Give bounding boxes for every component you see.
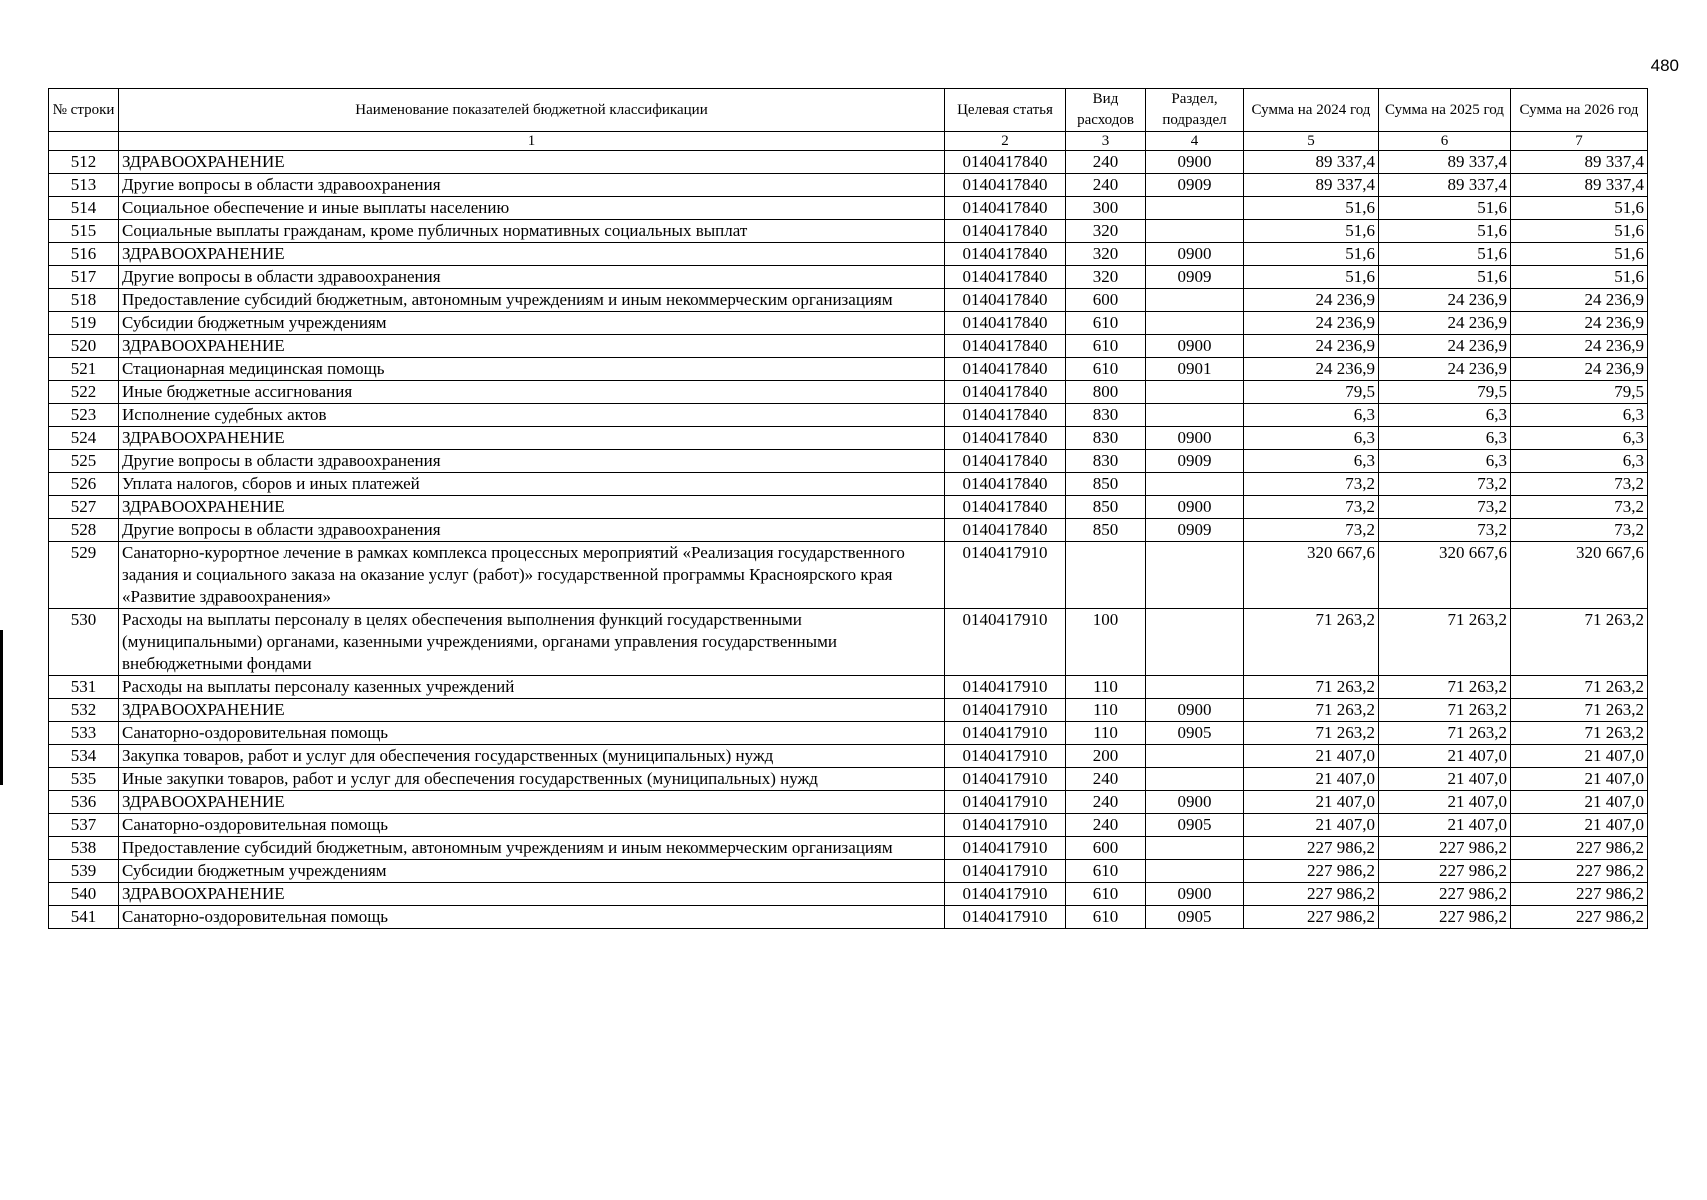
row-name: Санаторно-курортное лечение в рамках комплекса процессных мероприятий «Реализация государственного задания и социального заказа на оказание услуг (работ)» государственной программы Красноярского края «Развитие здравоохранения» xyxy=(119,542,945,609)
row-target-article: 0140417840 xyxy=(945,151,1066,174)
row-expense-kind: 320 xyxy=(1066,220,1146,243)
header-kind: Вид расходов xyxy=(1066,89,1146,132)
table-row xyxy=(49,745,1648,768)
row-number: 537 xyxy=(49,814,119,837)
row-name: ЗДРАВООХРАНЕНИЕ xyxy=(119,151,945,174)
row-sum-2026: 6,3 xyxy=(1511,450,1648,473)
row-sum-2026: 79,5 xyxy=(1511,381,1648,404)
column-number: 7 xyxy=(1511,132,1648,151)
row-section xyxy=(1146,289,1244,312)
row-sum-2024: 89 337,4 xyxy=(1244,151,1379,174)
row-sum-2024: 71 263,2 xyxy=(1244,609,1379,676)
row-sum-2024: 51,6 xyxy=(1244,266,1379,289)
row-name: Социальные выплаты гражданам, кроме публичных нормативных социальных выплат xyxy=(119,220,945,243)
table-row xyxy=(49,473,1648,496)
row-name: ЗДРАВООХРАНЕНИЕ xyxy=(119,427,945,450)
row-number: 540 xyxy=(49,883,119,906)
row-sum-2025: 6,3 xyxy=(1379,404,1511,427)
row-expense-kind: 610 xyxy=(1066,906,1146,929)
row-name: ЗДРАВООХРАНЕНИЕ xyxy=(119,699,945,722)
table-row xyxy=(49,197,1648,220)
row-number: 514 xyxy=(49,197,119,220)
row-section: 0900 xyxy=(1146,335,1244,358)
row-expense-kind: 830 xyxy=(1066,427,1146,450)
table-row xyxy=(49,542,1648,609)
row-target-article: 0140417840 xyxy=(945,427,1066,450)
row-sum-2025: 21 407,0 xyxy=(1379,745,1511,768)
row-sum-2024: 71 263,2 xyxy=(1244,722,1379,745)
table-row xyxy=(49,814,1648,837)
row-number: 512 xyxy=(49,151,119,174)
row-sum-2025: 71 263,2 xyxy=(1379,676,1511,699)
row-number: 535 xyxy=(49,768,119,791)
margin-line xyxy=(0,630,3,785)
row-name: Другие вопросы в области здравоохранения xyxy=(119,519,945,542)
row-section: 0900 xyxy=(1146,427,1244,450)
row-sum-2025: 320 667,6 xyxy=(1379,542,1511,609)
row-target-article: 0140417910 xyxy=(945,676,1066,699)
row-sum-2024: 24 236,9 xyxy=(1244,358,1379,381)
row-sum-2025: 24 236,9 xyxy=(1379,312,1511,335)
row-expense-kind: 240 xyxy=(1066,791,1146,814)
row-target-article: 0140417910 xyxy=(945,699,1066,722)
column-number: 4 xyxy=(1146,132,1244,151)
row-expense-kind: 320 xyxy=(1066,266,1146,289)
row-name: Санаторно-оздоровительная помощь xyxy=(119,722,945,745)
table-row xyxy=(49,151,1648,174)
row-section: 0905 xyxy=(1146,906,1244,929)
row-sum-2024: 6,3 xyxy=(1244,427,1379,450)
row-sum-2024: 73,2 xyxy=(1244,473,1379,496)
row-sum-2025: 73,2 xyxy=(1379,473,1511,496)
row-sum-2026: 51,6 xyxy=(1511,197,1648,220)
row-sum-2024: 6,3 xyxy=(1244,404,1379,427)
row-section xyxy=(1146,676,1244,699)
row-name: Другие вопросы в области здравоохранения xyxy=(119,266,945,289)
row-target-article: 0140417910 xyxy=(945,906,1066,929)
row-expense-kind: 110 xyxy=(1066,676,1146,699)
row-expense-kind: 830 xyxy=(1066,450,1146,473)
row-name: ЗДРАВООХРАНЕНИЕ xyxy=(119,791,945,814)
row-sum-2026: 6,3 xyxy=(1511,427,1648,450)
header-sum-2026: Сумма на 2026 год xyxy=(1511,89,1648,132)
row-sum-2025: 89 337,4 xyxy=(1379,151,1511,174)
row-sum-2026: 51,6 xyxy=(1511,266,1648,289)
row-sum-2025: 6,3 xyxy=(1379,427,1511,450)
column-number: 2 xyxy=(945,132,1066,151)
row-sum-2024: 24 236,9 xyxy=(1244,289,1379,312)
row-number: 528 xyxy=(49,519,119,542)
row-expense-kind: 610 xyxy=(1066,860,1146,883)
row-sum-2026: 21 407,0 xyxy=(1511,745,1648,768)
row-target-article: 0140417910 xyxy=(945,745,1066,768)
row-expense-kind: 240 xyxy=(1066,768,1146,791)
row-sum-2026: 24 236,9 xyxy=(1511,358,1648,381)
row-sum-2026: 71 263,2 xyxy=(1511,699,1648,722)
table-row xyxy=(49,609,1648,676)
row-sum-2024: 71 263,2 xyxy=(1244,676,1379,699)
row-name: Расходы на выплаты персоналу в целях обеспечения выполнения функций государственными (муниципальными) органами, казенными учреждениями, органами управления государственными внебюджетными фондами xyxy=(119,609,945,676)
row-sum-2024: 51,6 xyxy=(1244,197,1379,220)
row-sum-2025: 73,2 xyxy=(1379,496,1511,519)
row-sum-2024: 73,2 xyxy=(1244,496,1379,519)
row-target-article: 0140417840 xyxy=(945,312,1066,335)
row-number: 529 xyxy=(49,542,119,609)
row-sum-2026: 51,6 xyxy=(1511,220,1648,243)
budget-table xyxy=(48,88,1648,929)
row-sum-2025: 89 337,4 xyxy=(1379,174,1511,197)
row-sum-2025: 21 407,0 xyxy=(1379,768,1511,791)
row-sum-2026: 73,2 xyxy=(1511,473,1648,496)
row-sum-2025: 227 986,2 xyxy=(1379,860,1511,883)
row-section: 0900 xyxy=(1146,151,1244,174)
row-section: 0900 xyxy=(1146,496,1244,519)
row-sum-2025: 51,6 xyxy=(1379,266,1511,289)
row-sum-2025: 227 986,2 xyxy=(1379,837,1511,860)
row-expense-kind: 600 xyxy=(1066,289,1146,312)
row-sum-2025: 24 236,9 xyxy=(1379,358,1511,381)
row-section xyxy=(1146,404,1244,427)
row-number: 515 xyxy=(49,220,119,243)
row-target-article: 0140417840 xyxy=(945,243,1066,266)
table-row xyxy=(49,768,1648,791)
row-sum-2026: 24 236,9 xyxy=(1511,312,1648,335)
column-number: 6 xyxy=(1379,132,1511,151)
row-sum-2026: 73,2 xyxy=(1511,496,1648,519)
row-number: 524 xyxy=(49,427,119,450)
row-name: Закупка товаров, работ и услуг для обеспечения государственных (муниципальных) нужд xyxy=(119,745,945,768)
row-number: 518 xyxy=(49,289,119,312)
row-target-article: 0140417840 xyxy=(945,335,1066,358)
row-section: 0905 xyxy=(1146,722,1244,745)
row-expense-kind: 100 xyxy=(1066,609,1146,676)
row-expense-kind: 610 xyxy=(1066,312,1146,335)
column-number-row xyxy=(49,132,1648,151)
row-target-article: 0140417840 xyxy=(945,381,1066,404)
row-number: 526 xyxy=(49,473,119,496)
row-number: 516 xyxy=(49,243,119,266)
row-section xyxy=(1146,837,1244,860)
row-target-article: 0140417840 xyxy=(945,358,1066,381)
row-name: ЗДРАВООХРАНЕНИЕ xyxy=(119,243,945,266)
row-sum-2025: 71 263,2 xyxy=(1379,699,1511,722)
table-row xyxy=(49,427,1648,450)
row-expense-kind: 610 xyxy=(1066,358,1146,381)
row-sum-2024: 6,3 xyxy=(1244,450,1379,473)
table-row xyxy=(49,243,1648,266)
row-name: Другие вопросы в области здравоохранения xyxy=(119,174,945,197)
table-row xyxy=(49,174,1648,197)
table-row xyxy=(49,699,1648,722)
header-row-no: № строки xyxy=(49,89,119,132)
header-sum-2025: Сумма на 2025 год xyxy=(1379,89,1511,132)
row-target-article: 0140417840 xyxy=(945,496,1066,519)
row-target-article: 0140417840 xyxy=(945,519,1066,542)
row-sum-2024: 21 407,0 xyxy=(1244,745,1379,768)
row-sum-2024: 21 407,0 xyxy=(1244,791,1379,814)
column-number xyxy=(49,132,119,151)
row-number: 519 xyxy=(49,312,119,335)
table-row xyxy=(49,358,1648,381)
header-name: Наименование показателей бюджетной классификации xyxy=(119,89,945,132)
row-name: Санаторно-оздоровительная помощь xyxy=(119,906,945,929)
row-number: 533 xyxy=(49,722,119,745)
table-row xyxy=(49,883,1648,906)
row-expense-kind xyxy=(1066,542,1146,609)
table-row xyxy=(49,906,1648,929)
row-sum-2024: 79,5 xyxy=(1244,381,1379,404)
row-sum-2026: 227 986,2 xyxy=(1511,883,1648,906)
row-number: 530 xyxy=(49,609,119,676)
row-number: 527 xyxy=(49,496,119,519)
row-sum-2025: 71 263,2 xyxy=(1379,722,1511,745)
row-number: 536 xyxy=(49,791,119,814)
row-target-article: 0140417910 xyxy=(945,791,1066,814)
table-row xyxy=(49,722,1648,745)
row-name: ЗДРАВООХРАНЕНИЕ xyxy=(119,496,945,519)
row-number: 517 xyxy=(49,266,119,289)
table-row xyxy=(49,335,1648,358)
table-row xyxy=(49,837,1648,860)
row-sum-2025: 6,3 xyxy=(1379,450,1511,473)
row-target-article: 0140417840 xyxy=(945,404,1066,427)
row-target-article: 0140417910 xyxy=(945,837,1066,860)
header-row xyxy=(49,89,1648,132)
row-expense-kind: 240 xyxy=(1066,174,1146,197)
row-section xyxy=(1146,860,1244,883)
row-section: 0900 xyxy=(1146,699,1244,722)
row-target-article: 0140417840 xyxy=(945,197,1066,220)
row-sum-2024: 320 667,6 xyxy=(1244,542,1379,609)
table-row xyxy=(49,496,1648,519)
row-expense-kind: 850 xyxy=(1066,473,1146,496)
row-section: 0909 xyxy=(1146,450,1244,473)
column-number: 5 xyxy=(1244,132,1379,151)
row-number: 522 xyxy=(49,381,119,404)
row-sum-2026: 89 337,4 xyxy=(1511,151,1648,174)
row-sum-2024: 71 263,2 xyxy=(1244,699,1379,722)
row-expense-kind: 200 xyxy=(1066,745,1146,768)
table-body xyxy=(49,151,1648,929)
row-section xyxy=(1146,542,1244,609)
row-target-article: 0140417910 xyxy=(945,814,1066,837)
row-sum-2025: 71 263,2 xyxy=(1379,609,1511,676)
row-name: Субсидии бюджетным учреждениям xyxy=(119,860,945,883)
column-number: 3 xyxy=(1066,132,1146,151)
row-sum-2025: 21 407,0 xyxy=(1379,791,1511,814)
row-section xyxy=(1146,473,1244,496)
row-section xyxy=(1146,745,1244,768)
table-row xyxy=(49,312,1648,335)
row-name: Стационарная медицинская помощь xyxy=(119,358,945,381)
row-sum-2025: 24 236,9 xyxy=(1379,289,1511,312)
row-section: 0900 xyxy=(1146,243,1244,266)
header-section: Раздел, подраздел xyxy=(1146,89,1244,132)
row-sum-2026: 21 407,0 xyxy=(1511,814,1648,837)
row-section xyxy=(1146,381,1244,404)
row-sum-2025: 73,2 xyxy=(1379,519,1511,542)
row-number: 532 xyxy=(49,699,119,722)
row-sum-2026: 21 407,0 xyxy=(1511,768,1648,791)
row-name: Иные закупки товаров, работ и услуг для обеспечения государственных (муниципальных) нужд xyxy=(119,768,945,791)
row-number: 523 xyxy=(49,404,119,427)
row-number: 534 xyxy=(49,745,119,768)
row-sum-2024: 21 407,0 xyxy=(1244,768,1379,791)
row-name: ЗДРАВООХРАНЕНИЕ xyxy=(119,883,945,906)
row-number: 538 xyxy=(49,837,119,860)
table-row xyxy=(49,289,1648,312)
row-name: Социальное обеспечение и иные выплаты населению xyxy=(119,197,945,220)
row-expense-kind: 320 xyxy=(1066,243,1146,266)
table-row xyxy=(49,220,1648,243)
row-sum-2026: 320 667,6 xyxy=(1511,542,1648,609)
row-number: 531 xyxy=(49,676,119,699)
row-number: 521 xyxy=(49,358,119,381)
row-number: 525 xyxy=(49,450,119,473)
row-section: 0905 xyxy=(1146,814,1244,837)
row-expense-kind: 800 xyxy=(1066,381,1146,404)
row-name: Предоставление субсидий бюджетным, автономным учреждениям и иным некоммерческим организациям xyxy=(119,289,945,312)
header-target: Целевая статья xyxy=(945,89,1066,132)
row-number: 539 xyxy=(49,860,119,883)
table-row xyxy=(49,450,1648,473)
table-row xyxy=(49,266,1648,289)
row-sum-2024: 21 407,0 xyxy=(1244,814,1379,837)
table-row xyxy=(49,791,1648,814)
row-section: 0909 xyxy=(1146,519,1244,542)
row-sum-2024: 24 236,9 xyxy=(1244,312,1379,335)
row-name: Предоставление субсидий бюджетным, автономным учреждениям и иным некоммерческим организациям xyxy=(119,837,945,860)
row-sum-2025: 79,5 xyxy=(1379,381,1511,404)
row-section: 0909 xyxy=(1146,174,1244,197)
row-expense-kind: 610 xyxy=(1066,335,1146,358)
row-sum-2024: 227 986,2 xyxy=(1244,883,1379,906)
row-number: 541 xyxy=(49,906,119,929)
row-sum-2024: 73,2 xyxy=(1244,519,1379,542)
row-number: 513 xyxy=(49,174,119,197)
row-section xyxy=(1146,609,1244,676)
row-name: Иные бюджетные ассигнования xyxy=(119,381,945,404)
row-number: 520 xyxy=(49,335,119,358)
row-expense-kind: 240 xyxy=(1066,151,1146,174)
row-sum-2026: 71 263,2 xyxy=(1511,676,1648,699)
row-sum-2026: 6,3 xyxy=(1511,404,1648,427)
row-sum-2026: 73,2 xyxy=(1511,519,1648,542)
row-sum-2026: 24 236,9 xyxy=(1511,289,1648,312)
row-sum-2026: 21 407,0 xyxy=(1511,791,1648,814)
row-expense-kind: 830 xyxy=(1066,404,1146,427)
row-sum-2026: 51,6 xyxy=(1511,243,1648,266)
row-target-article: 0140417910 xyxy=(945,883,1066,906)
row-section xyxy=(1146,312,1244,335)
row-section: 0900 xyxy=(1146,791,1244,814)
row-section: 0909 xyxy=(1146,266,1244,289)
row-expense-kind: 850 xyxy=(1066,519,1146,542)
row-target-article: 0140417840 xyxy=(945,174,1066,197)
row-sum-2025: 51,6 xyxy=(1379,197,1511,220)
row-expense-kind: 300 xyxy=(1066,197,1146,220)
row-expense-kind: 610 xyxy=(1066,883,1146,906)
row-name: Расходы на выплаты персоналу казенных учреждений xyxy=(119,676,945,699)
row-name: ЗДРАВООХРАНЕНИЕ xyxy=(119,335,945,358)
row-target-article: 0140417840 xyxy=(945,266,1066,289)
row-sum-2026: 24 236,9 xyxy=(1511,335,1648,358)
row-sum-2026: 71 263,2 xyxy=(1511,722,1648,745)
row-expense-kind: 850 xyxy=(1066,496,1146,519)
row-sum-2024: 227 986,2 xyxy=(1244,837,1379,860)
row-target-article: 0140417840 xyxy=(945,450,1066,473)
table-row xyxy=(49,381,1648,404)
row-sum-2025: 21 407,0 xyxy=(1379,814,1511,837)
row-target-article: 0140417910 xyxy=(945,542,1066,609)
row-sum-2024: 24 236,9 xyxy=(1244,335,1379,358)
row-target-article: 0140417910 xyxy=(945,609,1066,676)
row-sum-2025: 24 236,9 xyxy=(1379,335,1511,358)
row-sum-2024: 227 986,2 xyxy=(1244,906,1379,929)
row-expense-kind: 240 xyxy=(1066,814,1146,837)
row-name: Исполнение судебных актов xyxy=(119,404,945,427)
row-sum-2026: 227 986,2 xyxy=(1511,837,1648,860)
row-name: Субсидии бюджетным учреждениям xyxy=(119,312,945,335)
row-name: Уплата налогов, сборов и иных платежей xyxy=(119,473,945,496)
row-target-article: 0140417910 xyxy=(945,860,1066,883)
row-sum-2026: 227 986,2 xyxy=(1511,906,1648,929)
row-target-article: 0140417910 xyxy=(945,768,1066,791)
row-sum-2025: 227 986,2 xyxy=(1379,883,1511,906)
row-section xyxy=(1146,197,1244,220)
row-sum-2025: 51,6 xyxy=(1379,243,1511,266)
row-section: 0901 xyxy=(1146,358,1244,381)
row-target-article: 0140417840 xyxy=(945,473,1066,496)
row-name: Другие вопросы в области здравоохранения xyxy=(119,450,945,473)
table-row xyxy=(49,676,1648,699)
page-number: 480 xyxy=(1650,56,1679,75)
row-expense-kind: 600 xyxy=(1066,837,1146,860)
header-sum-2024: Сумма на 2024 год xyxy=(1244,89,1379,132)
row-expense-kind: 110 xyxy=(1066,722,1146,745)
row-sum-2025: 51,6 xyxy=(1379,220,1511,243)
row-expense-kind: 110 xyxy=(1066,699,1146,722)
row-sum-2026: 71 263,2 xyxy=(1511,609,1648,676)
table-row xyxy=(49,860,1648,883)
table-row xyxy=(49,404,1648,427)
table-row xyxy=(49,519,1648,542)
row-sum-2024: 89 337,4 xyxy=(1244,174,1379,197)
row-sum-2024: 51,6 xyxy=(1244,220,1379,243)
row-name: Санаторно-оздоровительная помощь xyxy=(119,814,945,837)
row-section xyxy=(1146,768,1244,791)
row-sum-2025: 227 986,2 xyxy=(1379,906,1511,929)
row-section: 0900 xyxy=(1146,883,1244,906)
row-target-article: 0140417840 xyxy=(945,220,1066,243)
row-section xyxy=(1146,220,1244,243)
row-sum-2024: 51,6 xyxy=(1244,243,1379,266)
row-sum-2026: 227 986,2 xyxy=(1511,860,1648,883)
row-target-article: 0140417840 xyxy=(945,289,1066,312)
column-number: 1 xyxy=(119,132,945,151)
row-target-article: 0140417910 xyxy=(945,722,1066,745)
row-sum-2026: 89 337,4 xyxy=(1511,174,1648,197)
row-sum-2024: 227 986,2 xyxy=(1244,860,1379,883)
